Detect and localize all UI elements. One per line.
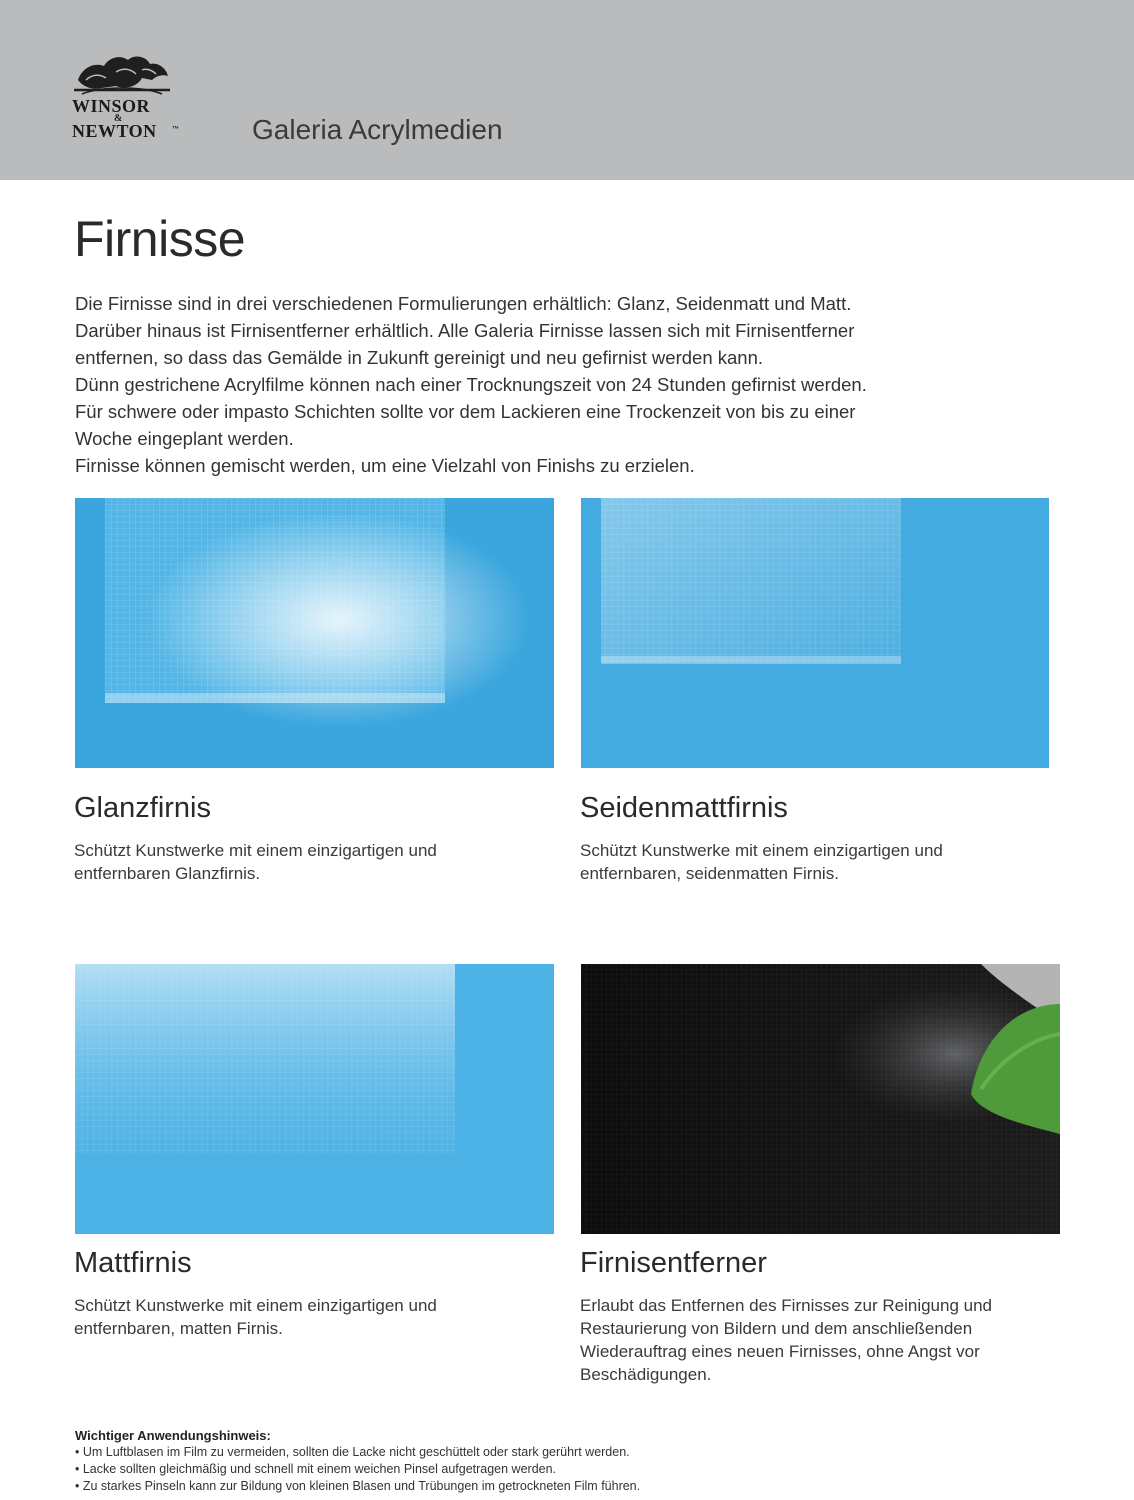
note-item: • Um Luftblasen im Film zu vermeiden, sollten die Lacke nicht geschüttelt oder stark gerührt werden. (75, 1445, 630, 1459)
product-title-glanzfirnis: Glanzfirnis (74, 792, 211, 824)
product-title-mattfirnis: Mattfirnis (74, 1247, 192, 1279)
glanzfirnis-photo (75, 498, 554, 768)
brand-name-line1: WINSOR (72, 96, 151, 116)
intro-text (75, 290, 1035, 479)
desc-line: entfernbaren, matten Firnis. (74, 1319, 283, 1338)
intro-line: Woche eingeplant werden. (75, 428, 294, 449)
desc-line: entfernbaren Glanzfirnis. (74, 864, 261, 883)
series-title: Galeria Acrylmedien (252, 114, 503, 145)
desc-line: Erlaubt das Entfernen des Firnisses zur Reinigung und (580, 1296, 993, 1315)
mattfirnis-photo (75, 964, 554, 1234)
note-item: • Zu starkes Pinseln kann zur Bildung von kleinen Blasen und Trübungen im getrockneten Film führen. (75, 1479, 641, 1493)
desc-line: Schützt Kunstwerke mit einem einzigartigen und (74, 1296, 437, 1315)
intro-line: Firnisse können gemischt werden, um eine Vielzahl von Finishs zu erzielen. (75, 455, 695, 476)
page-title: Firnisse (74, 211, 246, 267)
desc-line: entfernbaren, seidenmatten Firnis. (580, 864, 839, 883)
product-title-firnisentferner: Firnisentferner (580, 1247, 767, 1279)
product-desc-firnisentferner (580, 1294, 992, 1386)
intro-line: entfernen, so dass das Gemälde in Zukunft gereinigt und neu gefirnist werden kann. (75, 347, 764, 368)
desc-line: Wiederauftrag eines neuen Firnisses, ohne Angst vor (580, 1342, 980, 1361)
product-desc-seidenmattfirnis (580, 839, 943, 885)
intro-line: Für schwere oder impasto Schichten sollte vor dem Lackieren eine Trockenzeit von bis zu einer (75, 401, 856, 422)
product-title-seidenmattfirnis: Seidenmattfirnis (580, 792, 788, 824)
trademark-symbol: ™ (172, 126, 179, 133)
intro-line: Darüber hinaus ist Firnisentferner erhältlich. Alle Galeria Firnisse lassen sich mit Firnisentferner (75, 320, 855, 341)
page-header (0, 0, 1134, 180)
desc-line: Beschädigungen. (580, 1365, 712, 1384)
firnisentferner-photo (581, 964, 1060, 1234)
brand-name-line2: NEWTON (72, 121, 157, 141)
desc-line: Restaurierung von Bildern und dem anschließenden (580, 1319, 973, 1338)
brand-ampersand: & (114, 113, 123, 124)
griffin-icon (72, 50, 172, 96)
product-desc-mattfirnis (74, 1294, 437, 1340)
intro-line: Die Firnisse sind in drei verschiedenen Formulierungen erhältlich: Glanz, Seidenmatt und Matt. (75, 293, 852, 314)
application-notes (75, 1427, 1075, 1495)
brand-logo (68, 50, 180, 145)
seidenmattfirnis-photo (581, 498, 1049, 768)
intro-line: Dünn gestrichene Acrylfilme können nach einer Trocknungszeit von 24 Stunden gefirnist werden. (75, 374, 867, 395)
product-desc-glanzfirnis (74, 839, 437, 885)
notes-heading: Wichtiger Anwendungshinweis: (75, 1428, 271, 1443)
desc-line: Schützt Kunstwerke mit einem einzigartigen und (74, 841, 437, 860)
note-item: • Lacke sollten gleichmäßig und schnell mit einem weichen Pinsel aufgetragen werden. (75, 1462, 557, 1476)
desc-line: Schützt Kunstwerke mit einem einzigartigen und (580, 841, 943, 860)
